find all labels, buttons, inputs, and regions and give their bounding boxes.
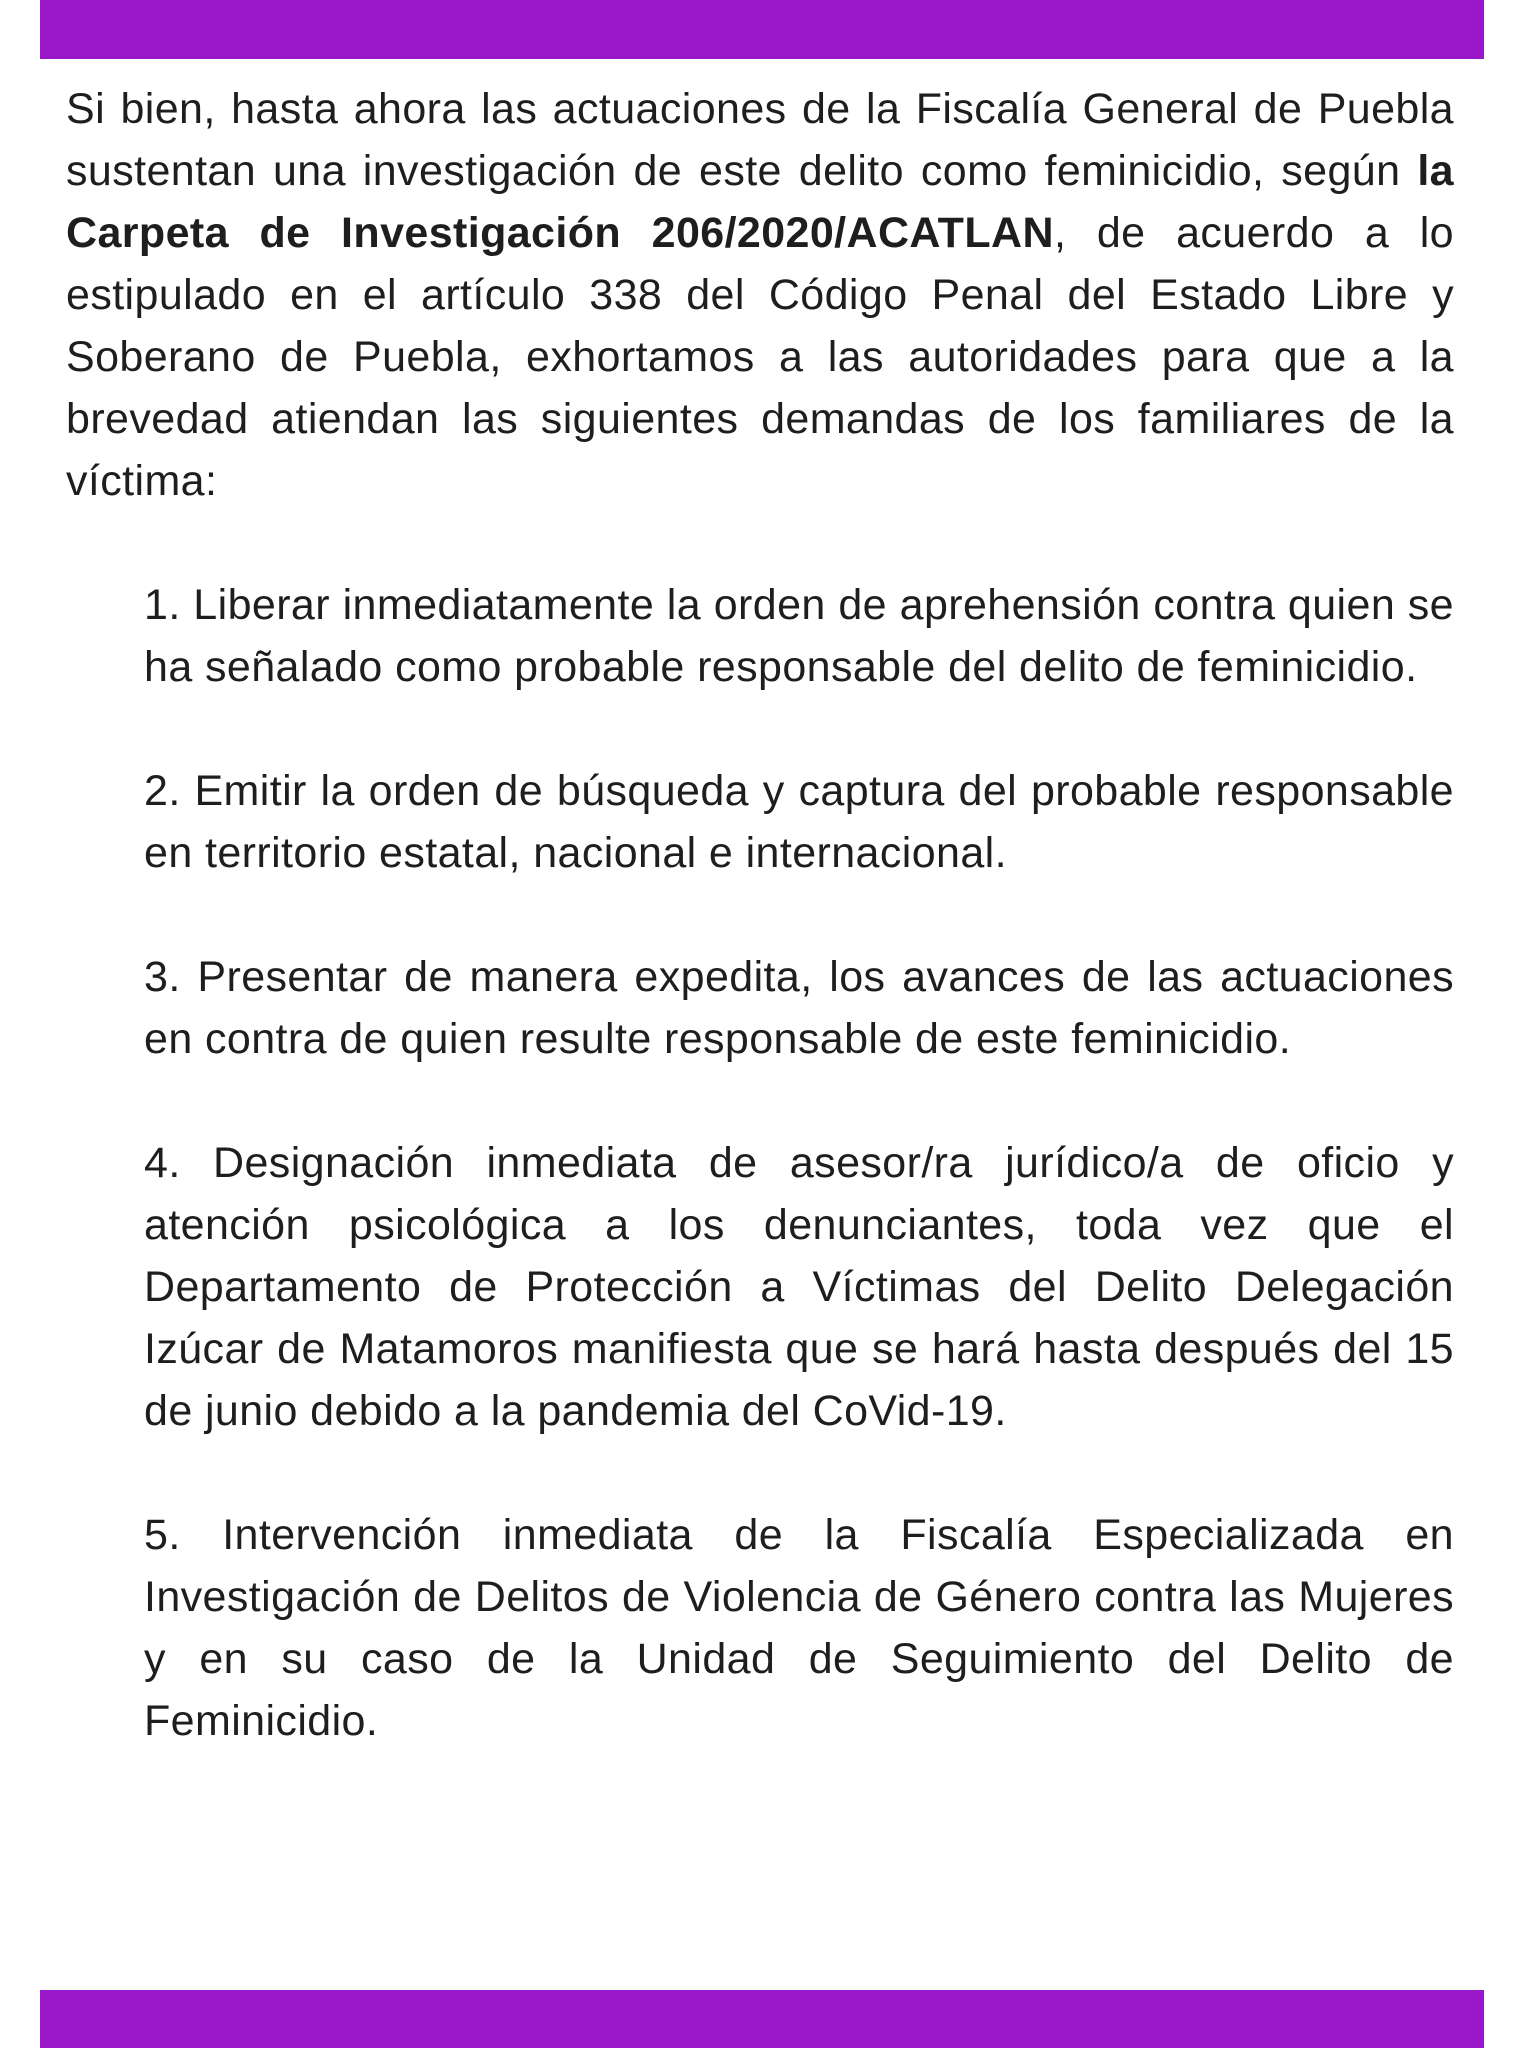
demands-list [66, 574, 1454, 1752]
intro-text-after: , de acuerdo a lo estipulado en el artículo 338 del Código Penal del Estado Libre y Soberano de Puebla, exhortamos a las autoridades para que a la brevedad atiendan las siguientes demandas de los familiares de la víctima: [66, 209, 1454, 505]
demand-item-3: 3. Presentar de manera expedita, los avances de las actuaciones en contra de quien resulte responsable de este feminicidio. [144, 953, 1454, 1063]
demand-item-5: 5. Intervención inmediata de la Fiscalía Especializada en Investigación de Delitos de Violencia de Género contra las Mujeres y en su caso de la Unidad de Seguimiento del Delito de Feminicidio. [144, 1511, 1454, 1745]
top-accent-band [40, 0, 1484, 59]
intro-case-file-reference: la Carpeta de Investigación 206/2020/ACATLAN [66, 147, 1454, 257]
demand-item-2: 2. Emitir la orden de búsqueda y captura del probable responsable en territorio estatal, nacional e internacional. [144, 767, 1454, 877]
intro-paragraph [66, 78, 1454, 512]
bottom-accent-band [40, 1990, 1484, 2048]
document-body [66, 78, 1454, 1752]
intro-text-before: Si bien, hasta ahora las actuaciones de la Fiscalía General de Puebla sustentan una investigación de este delito como feminicidio, según [66, 85, 1454, 195]
demand-item-4: 4. Designación inmediata de asesor/ra jurídico/a de oficio y atención psicológica a los denunciantes, toda vez que el Departamento de Protección a Víctimas del Delito Delegación Izúcar de Matamoros manifiesta que se hará hasta después del 15 de junio debido a la pandemia del CoVid-19. [144, 1139, 1454, 1435]
demand-item-1: 1. Liberar inmediatamente la orden de aprehensión contra quien se ha señalado como probable responsable del delito de feminicidio. [144, 581, 1454, 691]
